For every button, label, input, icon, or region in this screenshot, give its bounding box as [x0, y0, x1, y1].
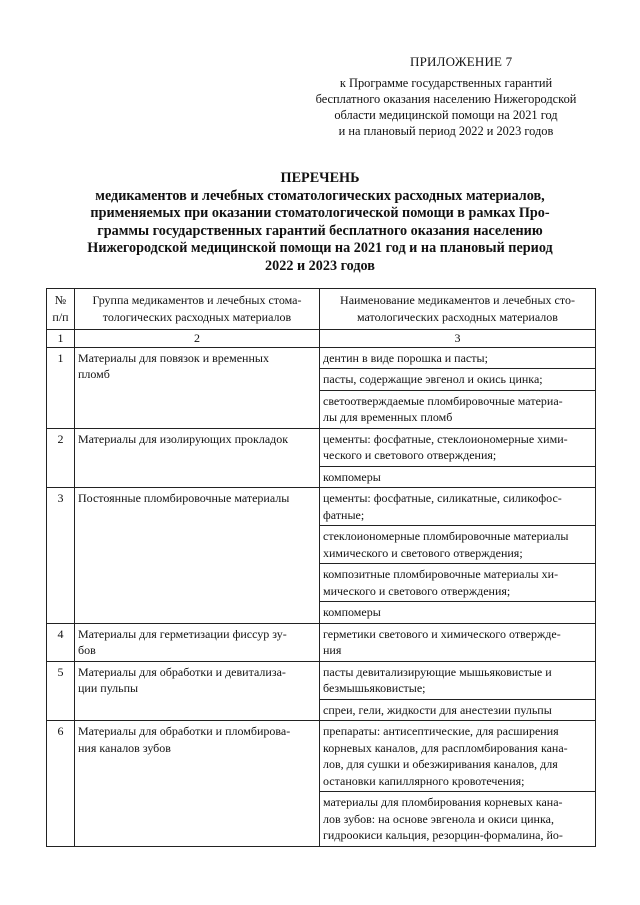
material-group-line: Материалы для изолирующих прокладок — [78, 431, 289, 446]
title-line: граммы государственных гарантий бесплатного оказания населению — [97, 222, 543, 239]
material-item-line: корневых каналов, для распломбирования кана- — [323, 740, 568, 755]
title-line: медикаментов и лечебных стоматологических расходных материалов, — [95, 187, 545, 204]
material-item — [320, 661, 596, 699]
appendix-reference-line: к Программе государственных гарантий — [339, 76, 553, 90]
header-num — [47, 289, 75, 330]
material-item-line: лов, для сушки и обезжиривания каналов, для — [323, 757, 558, 771]
material-item-line: стеклоиономерные пломбировочные материалы — [323, 529, 569, 543]
header-group-line: тологических расходных материалов — [102, 309, 292, 324]
table-row — [47, 721, 596, 792]
material-item-line: композитные пломбировочные материалы хи- — [323, 567, 559, 581]
material-item-line: мического и светового отверждения; — [323, 583, 511, 598]
row-number: 4 — [47, 623, 75, 661]
row-number: 2 — [47, 428, 75, 488]
material-item — [320, 466, 596, 488]
title-heading: ПЕРЕЧЕНЬ — [280, 170, 360, 186]
material-item — [320, 792, 596, 847]
material-item — [320, 347, 596, 369]
material-group-line: Постоянные пломбировочные материалы — [78, 491, 290, 505]
document-title — [60, 170, 580, 276]
materials-table — [46, 288, 596, 847]
material-item-line: химического и светового отверждения; — [323, 545, 523, 560]
material-item-line: фатные; — [323, 507, 365, 522]
header-num-line: № — [54, 293, 67, 307]
row-number: 5 — [47, 661, 75, 721]
material-item-line: ния — [323, 643, 342, 657]
material-item-line: светоотверждаемые пломбировочные материа- — [323, 393, 563, 408]
material-item — [320, 488, 596, 526]
material-group-line: пломб — [78, 367, 110, 381]
material-group — [75, 623, 320, 661]
material-item-line: безмышьяковистые; — [323, 681, 426, 695]
header-name — [320, 289, 596, 330]
material-group — [75, 661, 320, 721]
material-item — [320, 699, 596, 721]
material-item — [320, 526, 596, 564]
material-item-line: цементы: фосфатные, силикатные, силикофос- — [323, 491, 562, 505]
column-index: 1 — [47, 330, 75, 348]
material-item-line: лы для временных пломб — [323, 410, 453, 424]
header-name-line: Наименование медикаментов и лечебных сто- — [340, 293, 575, 307]
material-item — [320, 369, 596, 391]
header-group — [75, 289, 320, 330]
table-row — [47, 661, 596, 699]
material-group-line: Материалы для обработки и девитализа- — [78, 664, 286, 679]
column-index-row — [47, 330, 596, 348]
header-num-line: п/п — [52, 309, 69, 324]
material-item — [320, 564, 596, 602]
table-row — [47, 428, 596, 466]
table-header-row — [47, 289, 596, 330]
material-item — [320, 390, 596, 428]
appendix-label: ПРИЛОЖЕНИЕ 7 — [410, 54, 513, 69]
material-item — [320, 602, 596, 624]
material-group — [75, 347, 320, 428]
material-group-line: Материалы для герметизации фиссур зу- — [78, 626, 287, 641]
material-item-line: ческого и светового отверждения; — [323, 448, 497, 462]
appendix-reference-line: бесплатного оказания населению Нижегородской — [315, 92, 577, 106]
header-group-line: Группа медикаментов и лечебных стома- — [92, 293, 302, 307]
material-item-line: материалы для пломбирования корневых кана- — [323, 795, 563, 809]
row-number: 3 — [47, 488, 75, 624]
column-index: 2 — [75, 330, 320, 348]
table-row — [47, 623, 596, 661]
material-item-line: препараты: антисептические, для расширения — [323, 724, 559, 738]
column-index: 3 — [320, 330, 596, 348]
row-number: 1 — [47, 347, 75, 428]
material-item-line: компомеры — [323, 605, 381, 619]
material-item-line: гидроокиси кальция, резорцин-формалина, йо- — [323, 828, 563, 842]
header-name-line: матологических расходных материалов — [357, 309, 558, 324]
material-item-line: дентин в виде порошка и пасты; — [323, 350, 488, 365]
material-item — [320, 721, 596, 792]
material-item — [320, 623, 596, 661]
material-item-line: пасты, содержащие эвгенол и окись цинка; — [323, 372, 543, 386]
material-group — [75, 428, 320, 488]
title-line: 2022 и 2023 годов — [265, 257, 375, 274]
material-group — [75, 488, 320, 624]
appendix-reference-line: области медицинской помощи на 2021 год — [334, 108, 558, 122]
material-group-line: Материалы для повязок и временных — [78, 350, 269, 365]
material-group-line: ния каналов зубов — [78, 740, 171, 755]
material-item-line: лов зубов: на основе эвгенола и окиси цинка, — [323, 811, 554, 826]
material-group-line: Материалы для обработки и пломбирова- — [78, 724, 291, 738]
material-item-line: компомеры — [323, 469, 381, 484]
material-item-line: цементы: фосфатные, стеклоиономерные хими- — [323, 431, 568, 446]
material-item-line: спреи, гели, жидкости для анестезии пульпы — [323, 702, 552, 717]
table-row — [47, 347, 596, 369]
title-line: применяемых при оказании стоматологической помощи в рамках Про- — [90, 205, 550, 222]
material-item-line: пасты девитализирующие мышьяковистые и — [323, 664, 552, 679]
table-row — [47, 488, 596, 526]
material-group-line: ции пульпы — [78, 681, 139, 695]
appendix-reference-line: и на плановый период 2022 и 2023 годов — [338, 124, 554, 138]
material-item-line: остановки капиллярного кровотечения; — [323, 773, 525, 788]
material-group-line: бов — [78, 643, 96, 657]
material-item-line: герметики светового и химического отвержде- — [323, 626, 561, 641]
appendix-reference — [296, 75, 596, 139]
material-item — [320, 428, 596, 466]
material-group — [75, 721, 320, 847]
row-number: 6 — [47, 721, 75, 847]
title-line: Нижегородской медицинской помощи на 2021 год и на плановый период — [87, 240, 553, 257]
